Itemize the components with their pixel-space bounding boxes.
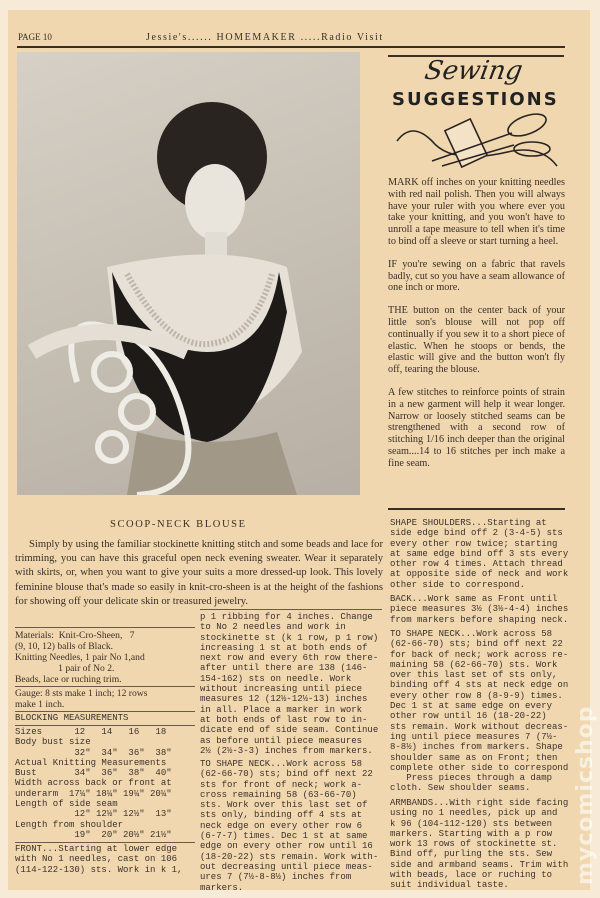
header-title: Jessie's...... HOMEMAKER .....Radio Visit [146, 32, 384, 43]
article-title: SCOOP-NECK BLOUSE [110, 519, 247, 530]
tip-ravelling-fabric: IF you're sewing on a fabric that ravels badly, cut so you have a seam allowance of one inch or more. [388, 258, 565, 294]
back-shape-neck: TO SHAPE NECK...Work across 58 (62-66-70) sts; bind off next 22 for back of neck; work across re- maining 58 (62-66-70) sts. Work over this last set of sts only, binding off 4 sts at neck edge on every other row 8 (8-9-9) times. Dec 1 st at same edge on every other row until 16 (18-20-22) sts remain. Work without decreas- ing until piece measures 7 (7½- 8-8½) inches from markers. Shape shoulder same as on Front; then complete other side to correspond Press pieces through a damp cloth. Sew shoulder seams. [390, 629, 569, 794]
materials: Materials: Knit-Cro-Sheen, 7 (9, 10, 12) balls of Black. Knitting Needles, 1 pair No 1,and 1 pair of No 2. Beads, lace or ruching trim. [15, 630, 145, 685]
divider [15, 842, 195, 843]
divider [15, 725, 195, 726]
woman-in-blouse-illustration [17, 52, 360, 495]
sewing-tips [388, 177, 565, 481]
tip-marking-needles: MARK off inches on your knitting needles with red nail polish. Then you will always have your ruler with you where ever you take your knitting, and you won't have to unroll a tape measure to tell when it's time to bind off a sleeve or start turning a heel. [388, 177, 565, 247]
article-intro: Simply by using the familiar stockinette knitting stitch and some beads and lace for trimming, you can have this graceful open neck evening sweater. Wear it separately with skirts, or, when you want to give your suits a more dressed-up look. This lovely feminine blouse that's made so easily in knit-cro-sheen is at the height of the fashions for showing off your delicate skin or treasured jewelry. [15, 539, 383, 607]
front-instructions: FRONT...Starting at lower edge with No 1 needles, cast on 106 (114-122-130) sts. Work in k 1, [15, 844, 183, 875]
header-rule [17, 46, 565, 48]
blocking-measurements: Sizes 12 14 16 18 Body bust size 32" 34" 36" 38" Actual Knitting Measurements Bust 34" 36" 38" 40" Width across back or front at underarm 17¼" 18¼" 19¼" 20¼" Length of side seam 12" 12½" 12½" 13" Length from shoulder 19" 20" 20½" 21½" [15, 727, 172, 840]
armbands: ARMBANDS...With right side facing using no 1 needles, pick up and k 96 (104-112-120) sts between markers. Starting with a p row work 13 rows of stockinette st. Bind off, purling the sts. Sew side and armband seams. Trim with with beads, lace or ruching to suit individual taste. [390, 798, 569, 891]
divider [200, 609, 382, 610]
gauge: Gauge: 8 sts make 1 inch; 12 rows make 1 inch. [15, 688, 148, 710]
shape-shoulders: SHAPE SHOULDERS...Starting at side edge bind off 2 (3-4-5) sts every other row twice; starting at same edge bind off 3 sts every other row 4 times. Attach thread at opposite side of neck and work other side to correspond. [390, 518, 569, 590]
back-instructions: BACK...Work same as Front until piece measures 3½ (3½-4-4) inches from markers before shaping neck. [390, 594, 569, 625]
page-header [18, 32, 566, 42]
divider [15, 627, 195, 628]
tip-button-elastic: THE button on the center back of your little son's blouse will not pop off continually if you sew it to a short piece of elastic. When he stoops or bends, the elastic will give and the button won't fly off, tearing the blouse. [388, 305, 565, 376]
sidebar-bottom-rule [388, 508, 565, 510]
divider [15, 711, 195, 712]
sidebar-title-script: Sewing [422, 56, 525, 86]
front-shape-neck: TO SHAPE NECK...Work across 58 (62-66-70) sts; bind off next 22 sts for front of neck; work a- cross remaining 58 (63-66-70) sts. Work over this last set of sts only, binding off 4 sts at neck edge on every other row 6 (6-7-7) times. Dec 1 st at same edge on every other row until 16 (18-20-22) sts remain. Work with- out decreasing until piece meas- ures 7 (7½-8-8½) inches from markers. [200, 759, 379, 893]
sidebar-title-caps: SUGGESTIONS [392, 89, 559, 110]
watermark: mycomicshop [573, 705, 598, 885]
front-instructions-cont: p 1 ribbing for 4 inches. Change to No 2 needles and work in stockinette st (k 1 row, p 1 row) increasing 1 st at both ends of next row and every 6th row there- after until there are 138 (146- 154-162) sts on needle. Work without increasing until piece measures 12 (12½-12½-13) inches in all. Place a marker in work at both ends of last row to in- dicate end of side seam. Continue as before until piece measures 2½ (2½-3-3) inches from markers. [200, 612, 379, 756]
tip-reinforce-stitches: A few stitches to reinforce points of strain in a new garment will help it wear longer. Narrow or loosely stitched seams can be strengthened with a second row of stitching 1/16 inch deeper than the original seam....14 to 16 stitches per inch make a fine seam. [388, 386, 565, 469]
divider [15, 686, 195, 687]
model-photo [17, 52, 360, 495]
blocking-title: BLOCKING MEASUREMENTS [15, 713, 129, 723]
page-number: PAGE 10 [18, 32, 52, 42]
scissors-and-thread-icon [392, 111, 562, 171]
